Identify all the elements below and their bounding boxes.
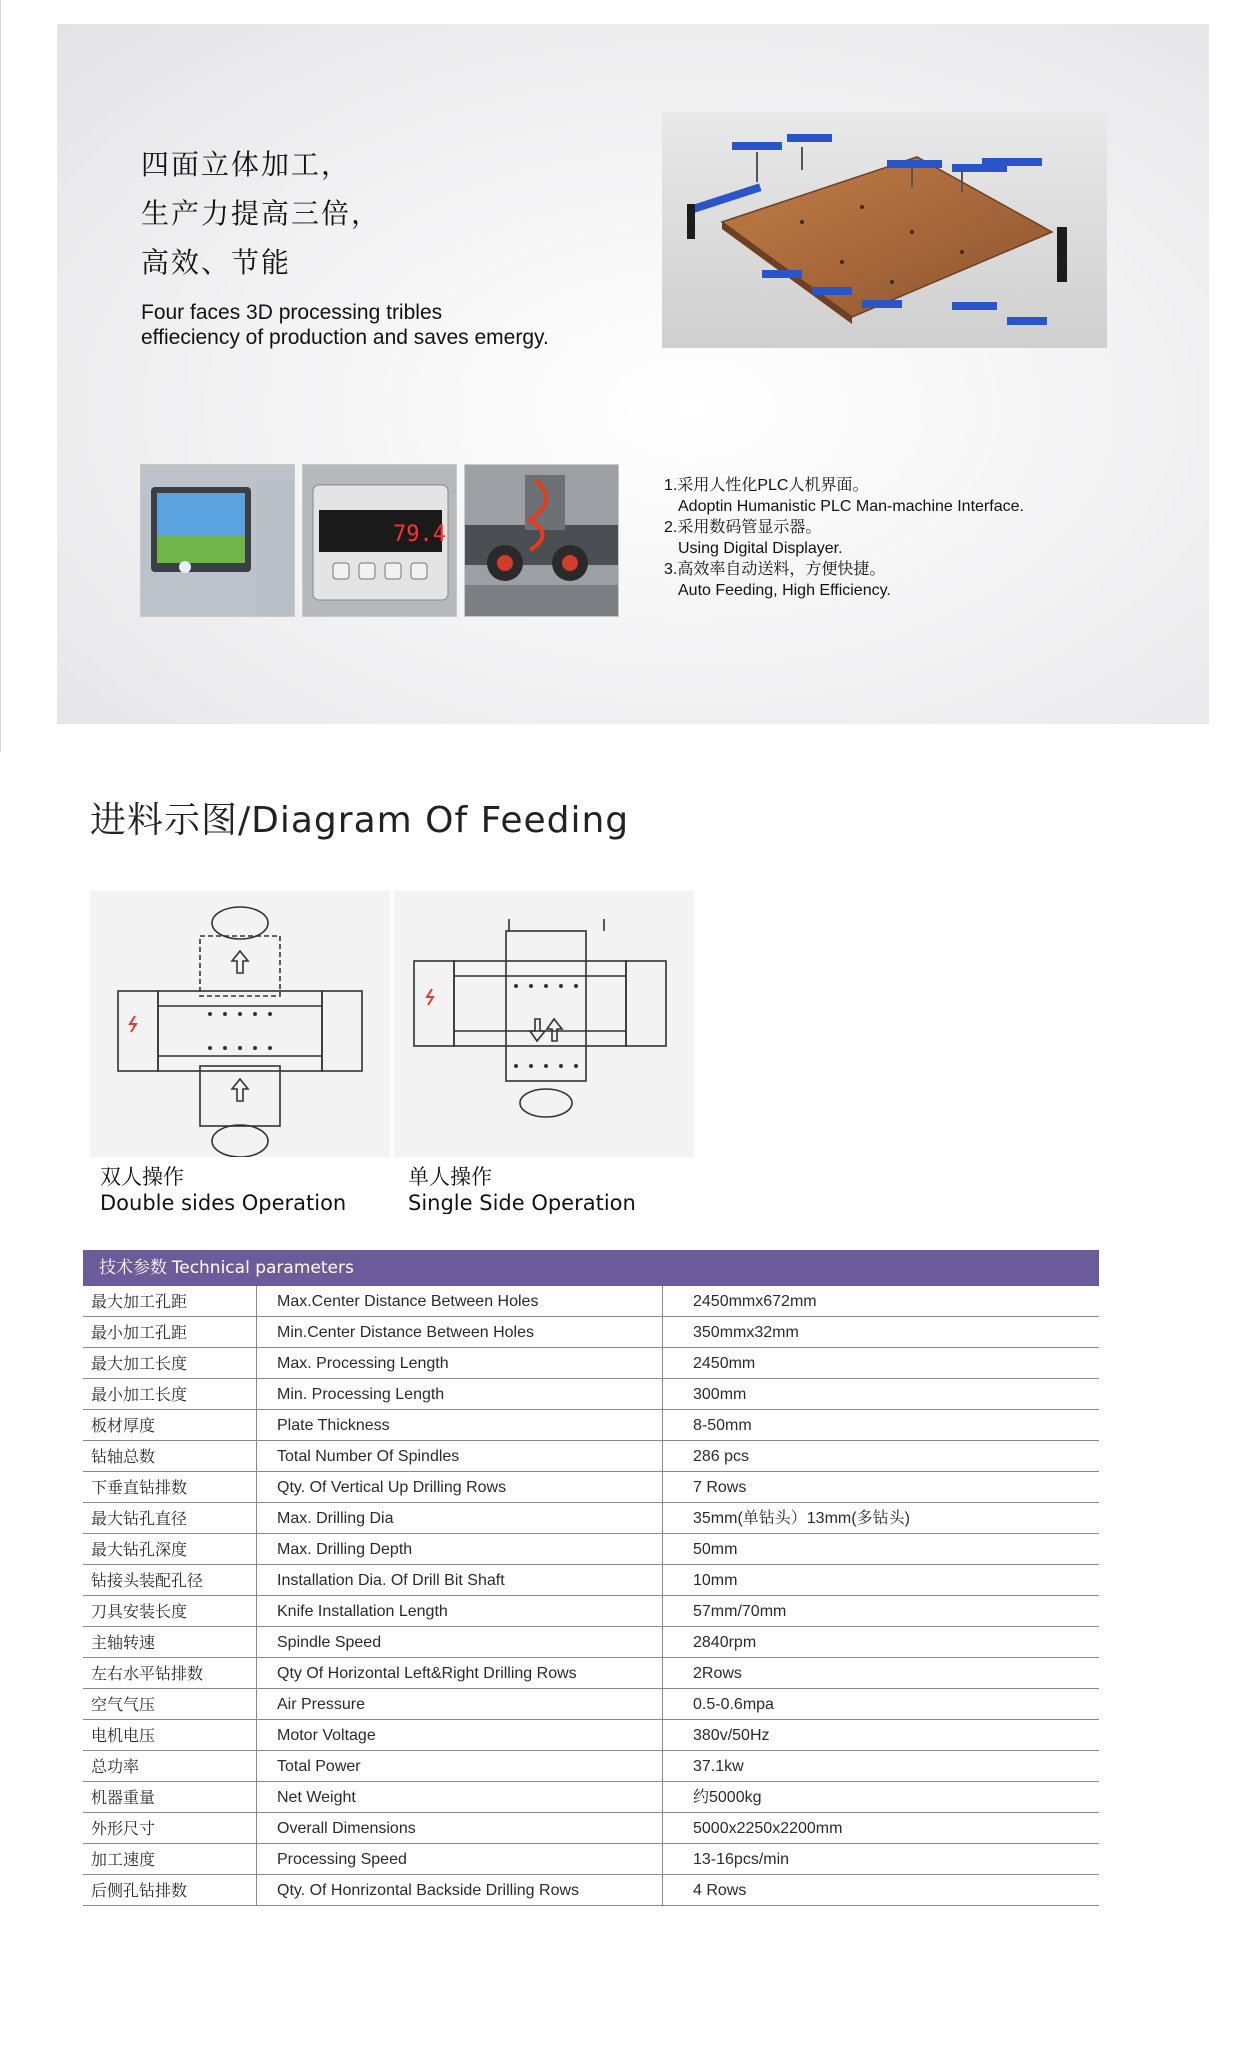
param-name-en: Net Weight [257,1782,663,1812]
param-name-cn: 主轴转速 [83,1627,257,1657]
param-value: 380v/50Hz [693,1727,770,1744]
param-value: 7 Rows [693,1479,747,1496]
param-name-cn: 后侧孔钻排数 [83,1875,257,1905]
param-name-en: Knife Installation Length [257,1596,663,1626]
feature-item: 1.采用人性化PLC人机界面。 [664,477,869,494]
param-name-en: Total Power [257,1751,663,1781]
param-name-en: Max. Drilling Dia [257,1503,663,1533]
power-light-icon [179,561,191,573]
param-value: 2450mmx672mm [693,1293,817,1310]
param-value: 300mm [693,1386,747,1403]
digital-display-photo [302,464,457,617]
param-value: 10mm [693,1572,738,1589]
param-name-en: Plate Thickness [257,1410,663,1440]
table-body [83,1286,1099,1906]
param-value: 13-16pcs/min [693,1851,790,1868]
param-name-cn: 最大加工长度 [83,1348,257,1378]
left-divider-line [0,0,1,752]
param-name-en: Qty Of Horizontal Left&Right Drilling Rows [257,1658,663,1688]
param-name-en: Qty. Of Vertical Up Drilling Rows [257,1472,663,1502]
double-side-caption [100,1164,346,1214]
param-name-cn: 最小加工长度 [83,1379,257,1409]
slogan-line: 生产力提高三倍， [141,197,382,230]
param-value: 约5000kg [693,1789,762,1806]
param-name-cn: 最大钻孔深度 [83,1534,257,1564]
table-row [83,1286,1099,1317]
slogan-line: 四面立体加工， [141,148,352,181]
param-name-cn: 外形尺寸 [83,1813,257,1843]
param-name-en: Max. Drilling Depth [257,1534,663,1564]
single-side-caption [408,1164,636,1214]
slogan-line: Four faces 3D processing tribles [141,301,443,324]
table-row [83,1317,1099,1348]
double-side-diagram [90,891,390,1157]
param-name-cn: 机器重量 [83,1782,257,1812]
param-value: 2Rows [693,1665,742,1682]
param-value: 8-50mm [693,1417,752,1434]
param-value: 50mm [693,1541,738,1558]
plc-touchscreen-photo [140,464,295,617]
param-name-cn: 左右水平钻排数 [83,1658,257,1688]
feature-item-en: Auto Feeding, High Efficiency. [678,582,891,599]
feature-item: 3.高效率自动送料，方便快捷。 [664,561,886,578]
feature-item-en: Adoptin Humanistic PLC Man-machine Interface. [678,498,1024,515]
table-row [83,1565,1099,1596]
param-name-cn: 钻轴总数 [83,1441,257,1471]
param-value: 2450mm [693,1355,756,1372]
param-name-cn: 板材厚度 [83,1410,257,1440]
param-value: 37.1kw [693,1758,744,1775]
param-value: 5000x2250x2200mm [693,1820,843,1837]
param-name-cn: 刀具安装长度 [83,1596,257,1626]
section-title: 进料示图/Diagram Of Feeding [90,800,630,841]
table-row [83,1410,1099,1441]
param-value: 4 Rows [693,1882,747,1899]
param-name-en: Spindle Speed [257,1627,663,1657]
table-row [83,1503,1099,1534]
auto-feeding-photo [464,464,619,617]
param-name-cn: 最大钻孔直径 [83,1503,257,1533]
param-name-en: Max.Center Distance Between Holes [257,1286,663,1316]
machine-3d-illustration [662,112,1107,348]
feature-item: 2.采用数码管显示器。 [664,519,822,536]
table-row [83,1875,1099,1906]
slogan-line: effieciency of production and saves emergy. [141,326,549,349]
param-name-cn: 下垂直钻排数 [83,1472,257,1502]
table-row [83,1844,1099,1875]
param-name-en: Motor Voltage [257,1720,663,1750]
table-row [83,1441,1099,1472]
caption-en: Single Side Operation [408,1191,636,1214]
hero-english-slogan [141,300,549,350]
param-name-cn: 空气气压 [83,1689,257,1719]
display-readout: 79.4 [393,522,446,547]
caption-cn: 单人操作 [408,1165,492,1189]
caption-en: Double sides Operation [100,1191,347,1214]
param-name-cn: 加工速度 [83,1844,257,1874]
param-value: 350mmx32mm [693,1324,799,1341]
table-row [83,1534,1099,1565]
table-row [83,1472,1099,1503]
param-name-cn: 最小加工孔距 [83,1317,257,1347]
table-row [83,1689,1099,1720]
param-name-en: Qty. Of Honrizontal Backside Drilling Rows [257,1875,663,1905]
table-row [83,1720,1099,1751]
table-row [83,1627,1099,1658]
table-row [83,1658,1099,1689]
param-name-en: Total Number Of Spindles [257,1441,663,1471]
feature-list [664,475,1024,601]
param-name-en: Installation Dia. Of Drill Bit Shaft [257,1565,663,1595]
table-row [83,1782,1099,1813]
param-name-cn: 总功率 [83,1751,257,1781]
table-header-en: Technical parameters [171,1258,354,1278]
param-name-cn: 最大加工孔距 [83,1286,257,1316]
param-name-en: Min. Processing Length [257,1379,663,1409]
table-row [83,1379,1099,1410]
table-header-cn: 技术参数 [99,1258,167,1278]
param-value: 0.5-0.6mpa [693,1696,774,1713]
hero-chinese-slogan [141,140,381,287]
table-row [83,1813,1099,1844]
param-value: 35mm(单钻头）13mm(多钻头) [693,1510,910,1527]
caption-cn: 双人操作 [100,1165,184,1189]
param-name-en: Processing Speed [257,1844,663,1874]
param-value: 286 pcs [693,1448,750,1465]
param-name-en: Max. Processing Length [257,1348,663,1378]
table-row [83,1348,1099,1379]
single-side-diagram [394,891,694,1157]
param-name-en: Overall Dimensions [257,1813,663,1843]
feature-item-en: Using Digital Displayer. [678,540,843,557]
param-value: 2840rpm [693,1634,757,1651]
param-name-cn: 钻接头装配孔径 [83,1565,257,1595]
slogan-line: 高效、节能 [141,246,292,279]
table-row [83,1751,1099,1782]
param-value: 57mm/70mm [693,1603,787,1620]
param-name-en: Air Pressure [257,1689,663,1719]
param-name-en: Min.Center Distance Between Holes [257,1317,663,1347]
table-header [83,1250,1099,1286]
table-row [83,1596,1099,1627]
technical-parameters-table [83,1250,1099,1906]
param-name-cn: 电机电压 [83,1720,257,1750]
